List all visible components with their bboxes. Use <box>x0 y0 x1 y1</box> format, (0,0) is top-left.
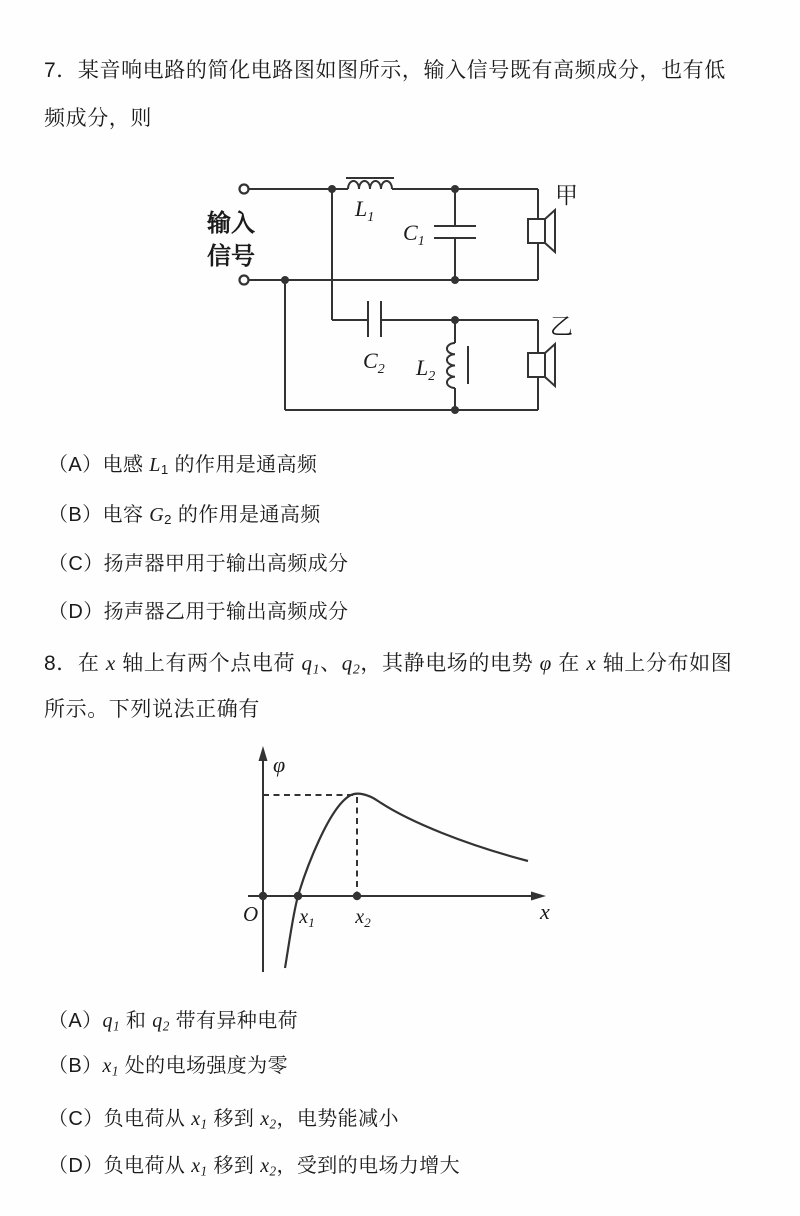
q7-text-line2: 频成分，则 <box>44 107 152 130</box>
q8-option-b: （B）x1 处的电场强度为零 <box>48 1055 288 1079</box>
label-C1: $C_1$ <box>403 220 425 249</box>
x1-tick-label: $x_1$ <box>299 906 315 930</box>
q8-text-line1: 8．在 x 轴上有两个点电荷 q1、q2，其静电场的电势 φ 在 x 轴上分布如图 <box>44 651 733 677</box>
circuit-wires <box>248 178 555 410</box>
q8-text-line2: 所示。下列说法正确有 <box>44 698 260 721</box>
q7-option-b: （B）电容 G2 的作用是通高频 <box>48 504 321 527</box>
label-speaker-a: 甲 <box>555 182 578 208</box>
input-signal-label-line2: 信号 <box>207 243 255 270</box>
speaker-a-horn <box>545 210 555 252</box>
phi-axis-label: φ <box>273 752 286 777</box>
q8-option-c: （C）负电荷从 x1 移到 x2，电势能减小 <box>48 1108 399 1132</box>
x2-tick-label: $x_2$ <box>355 906 371 930</box>
potential-curve <box>285 794 528 968</box>
speaker-b-symbol <box>528 353 545 377</box>
x-axis-label: x <box>540 899 550 924</box>
q7-text-line1: 7．某音响电路的简化电路图如图所示，输入信号既有高频成分，也有低 <box>44 59 726 82</box>
input-signal-label-line1: 输入 <box>207 210 255 237</box>
inductor-L1 <box>348 181 392 189</box>
circuit-diagram <box>192 160 592 425</box>
label-speaker-b: 乙 <box>550 313 573 339</box>
label-L1: $L_1$ <box>355 196 375 225</box>
speaker-a-symbol <box>528 219 545 243</box>
origin-label: O <box>243 902 259 926</box>
q7-option-d: （D）扬声器乙用于输出高频成分 <box>48 601 349 623</box>
q8-option-d: （D）负电荷从 x1 移到 x2，受到的电场力增大 <box>48 1155 461 1179</box>
label-L2: $L_2$ <box>416 355 436 384</box>
label-C2: $C_2$ <box>363 348 385 377</box>
inductor-L2 <box>447 343 455 388</box>
q8-option-a: （A）q1 和 q2 带有异种电荷 <box>48 1010 299 1034</box>
q7-option-c: （C）扬声器甲用于输出高频成分 <box>48 553 349 575</box>
axis-arrows <box>259 746 547 901</box>
potential-graph <box>235 742 565 987</box>
q7-option-a: （A）电感 L1 的作用是通高频 <box>48 454 318 477</box>
speaker-b-horn <box>545 344 555 386</box>
